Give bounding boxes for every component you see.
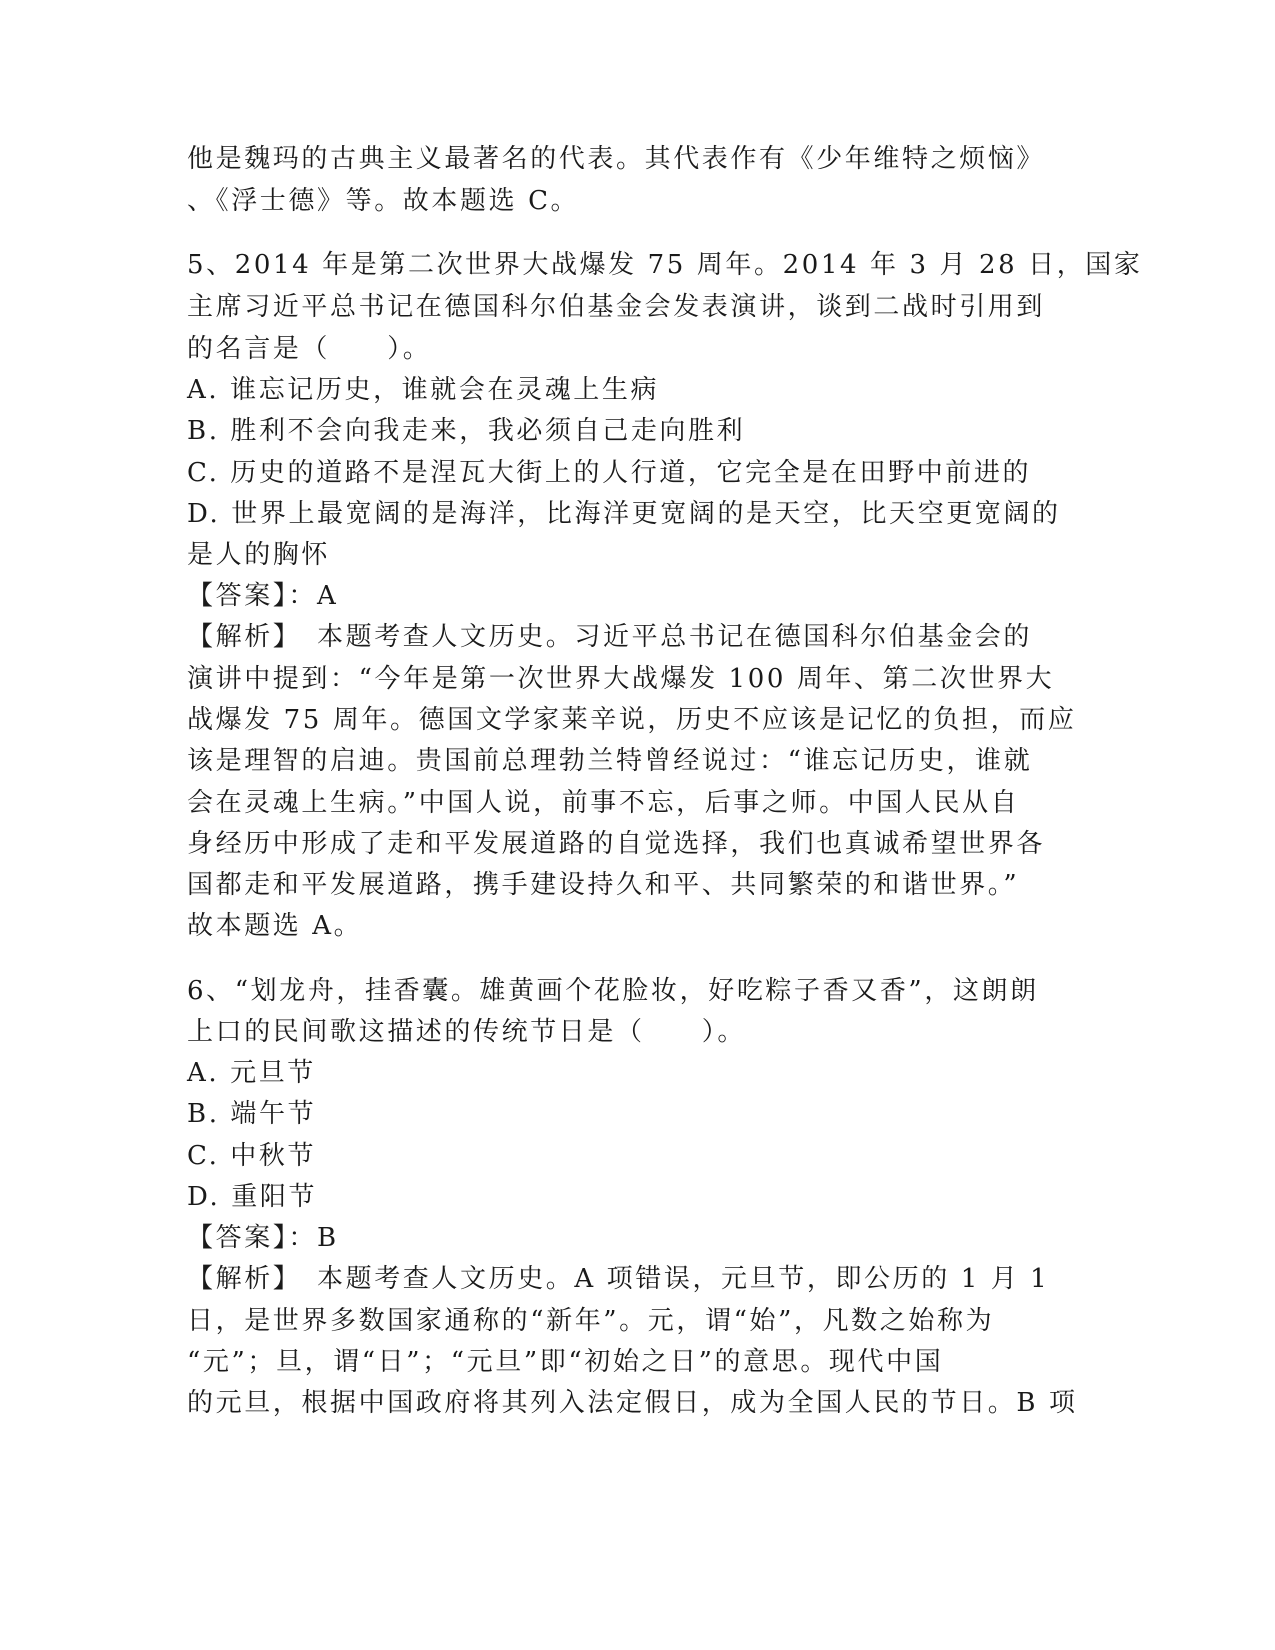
question-5-option-d: D. 世界上最宽阔的是海洋，比海洋更宽阔的是天空，比天空更宽阔的: [187, 499, 1061, 529]
question-5-analysis-line: 国都走和平发展道路，携手建设持久和平、共同繁荣的和谐世界。”: [187, 870, 1020, 900]
question-6-analysis-line: 日，是世界多数国家通称的“新年”。元，谓“始”，凡数之始称为: [187, 1306, 995, 1336]
question-5-option-b: B. 胜利不会向我走来，我必须自己走向胜利: [187, 416, 746, 446]
question-6-option-c: C. 中秋节: [187, 1141, 317, 1171]
question-6-analysis-line: 的元旦，根据中国政府将其列入法定假日，成为全国人民的节日。B 项: [187, 1388, 1078, 1418]
question-6-answer: 【答案】：B: [187, 1223, 339, 1253]
question-5-stem-line: 5、2014 年是第二次世界大战爆发 75 周年。2014 年 3 月 28 日，国家: [187, 250, 1143, 280]
question-5-analysis-line: 该是理智的启迪。贵国前总理勃兰特曾经说过：“谁忘记历史，谁就: [187, 746, 1033, 776]
question-5-option-a: A. 谁忘记历史，谁就会在灵魂上生病: [187, 375, 660, 405]
question-6-analysis-line: 【解析】 本题考查人文历史。A 项错误，元旦节，即公历的 1 月 1: [187, 1264, 1050, 1294]
question-5-analysis-line: 故本题选 A。: [187, 911, 363, 941]
question-6-stem-line: 上口的民间歌这描述的传统节日是（ ）。: [187, 1017, 747, 1047]
question-6-stem-line: 6、“划龙舟，挂香囊。雄黄画个花脸妆，好吃粽子香又香”，这朗朗: [187, 976, 1039, 1006]
question-6-option-b: B. 端午节: [187, 1099, 317, 1129]
question-6-option-d: D. 重阳节: [187, 1182, 318, 1212]
question-5-answer: 【答案】：A: [187, 581, 339, 611]
continuation-line: 他是魏玛的古典主义最著名的代表。其代表作有《少年维特之烦恼》: [187, 144, 1046, 174]
continuation-line: 、《浮士德》等。故本题选 C。: [187, 186, 580, 216]
question-5-analysis-line: 身经历中形成了走和平发展道路的自觉选择，我们也真诚希望世界各: [187, 829, 1046, 859]
question-5-analysis-line: 【解析】 本题考查人文历史。习近平总书记在德国科尔伯基金会的: [187, 622, 1033, 652]
question-5-analysis-line: 演讲中提到：“今年是第一次世界大战爆发 100 周年、第二次世界大: [187, 664, 1055, 694]
question-5-option-c: C. 历史的道路不是涅瓦大街上的人行道，它完全是在田野中前进的: [187, 458, 1032, 488]
question-5-option-d-continued: 是人的胸怀: [187, 540, 331, 570]
question-5-stem-line: 的名言是（ ）。: [187, 334, 432, 364]
question-6-analysis-line: “元”；旦，谓“日”；“元旦”即“初始之日”的意思。现代中国: [187, 1347, 944, 1377]
question-6-option-a: A. 元旦节: [187, 1058, 316, 1088]
question-5-stem-line: 主席习近平总书记在德国科尔伯基金会发表演讲，谈到二战时引用到: [187, 292, 1046, 322]
question-5-analysis-line: 战爆发 75 周年。德国文学家莱辛说，历史不应该是记忆的负担，而应: [187, 705, 1077, 735]
question-5-analysis-line: 会在灵魂上生病。”中国人说，前事不忘，后事之师。中国人民从自: [187, 788, 1020, 818]
